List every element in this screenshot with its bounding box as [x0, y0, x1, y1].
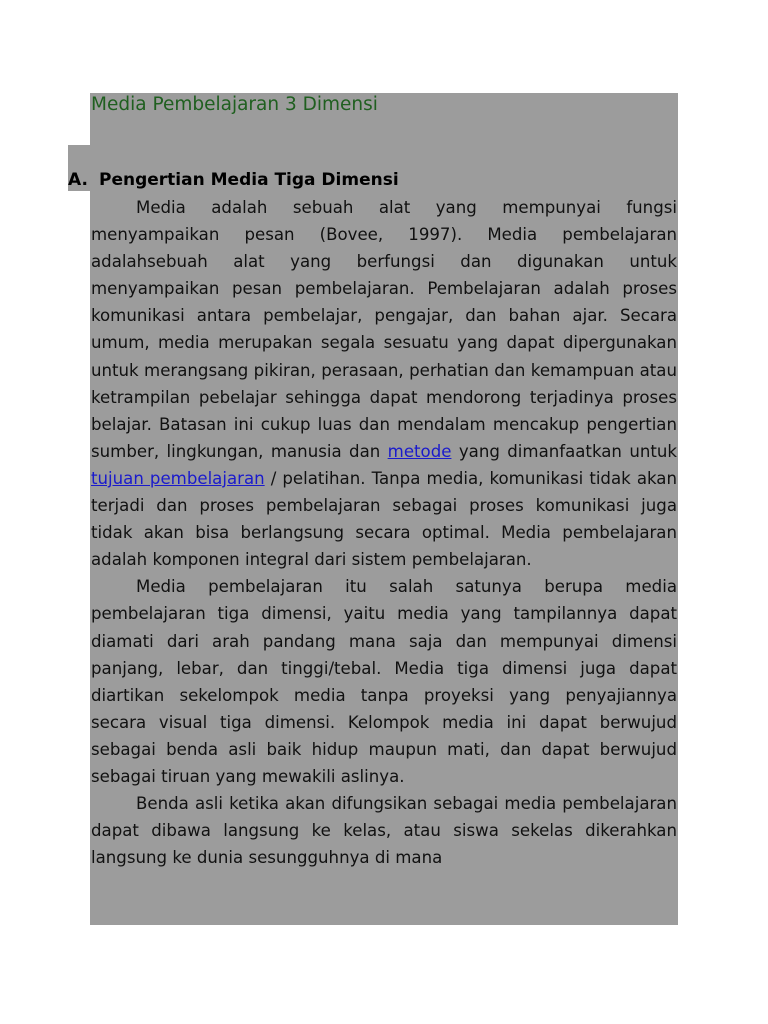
body-text: [91, 194, 677, 871]
paragraph-1: [91, 194, 677, 573]
section-heading: [68, 167, 399, 193]
link-tujuan-pembelajaran[interactable]: tujuan pembelajaran: [91, 468, 265, 488]
paragraph-1-text-c: / pelatihan. Tanpa media, komunikasi tidak akan terjadi dan proses pembelajaran sebagai proses komunikasi juga tidak akan bisa berlangsung secara optimal. Media pembelajaran adalah komponen integral dari sistem pembelajaran.: [91, 468, 677, 570]
paragraph-2: Media pembelajaran itu salah satunya berupa media pembelajaran tiga dimensi, yaitu media yang tampilannya dapat diamati dari arah pandang mana saja dan mempunyai dimensi panjang, lebar, dan tinggi/tebal. Media tiga dimensi juga dapat diartikan sekelompok media tanpa proyeksi yang penyajiannya secara visual tiga dimensi. Kelompok media ini dapat berwujud sebagai benda asli baik hidup maupun mati, dan dapat berwujud sebagai tiruan yang mewakili aslinya.: [91, 577, 677, 786]
link-metode[interactable]: metode: [387, 441, 452, 461]
document-title: Media Pembelajaran 3 Dimensi: [91, 94, 378, 115]
section-letter: A.: [68, 170, 88, 190]
paragraph-3: Benda asli ketika akan difungsikan sebagai media pembelajaran dapat dibawa langsung ke kelas, atau siswa sekelas dikerahkan langsung ke dunia sesungguhnya di mana: [91, 794, 677, 868]
paragraph-1-text-b: yang dimanfaatkan untuk: [451, 441, 678, 461]
section-heading-text: Pengertian Media Tiga Dimensi: [99, 170, 399, 190]
paragraph-1-text-a: Media adalah sebuah alat yang mempunyai fungsi menyampaikan pesan (Bovee, 1997). Media pembelajaran adalahsebuah alat yang berfungsi dan digunakan untuk menyampaikan pesan pembelajaran. Pembelajaran adalah proses komunikasi antara pembelajar, pengajar, dan bahan ajar. Secara umum, media merupakan segala sesuatu yang dapat dipergunakan untuk merangsang pikiran, perasaan, perhatian dan kemampuan atau ketrampilan pebelajar sehingga dapat mendorong terjadinya proses belajar. Batasan ini cukup luas dan mendalam mencakup pengertian sumber, lingkungan, manusia dan: [91, 198, 677, 461]
